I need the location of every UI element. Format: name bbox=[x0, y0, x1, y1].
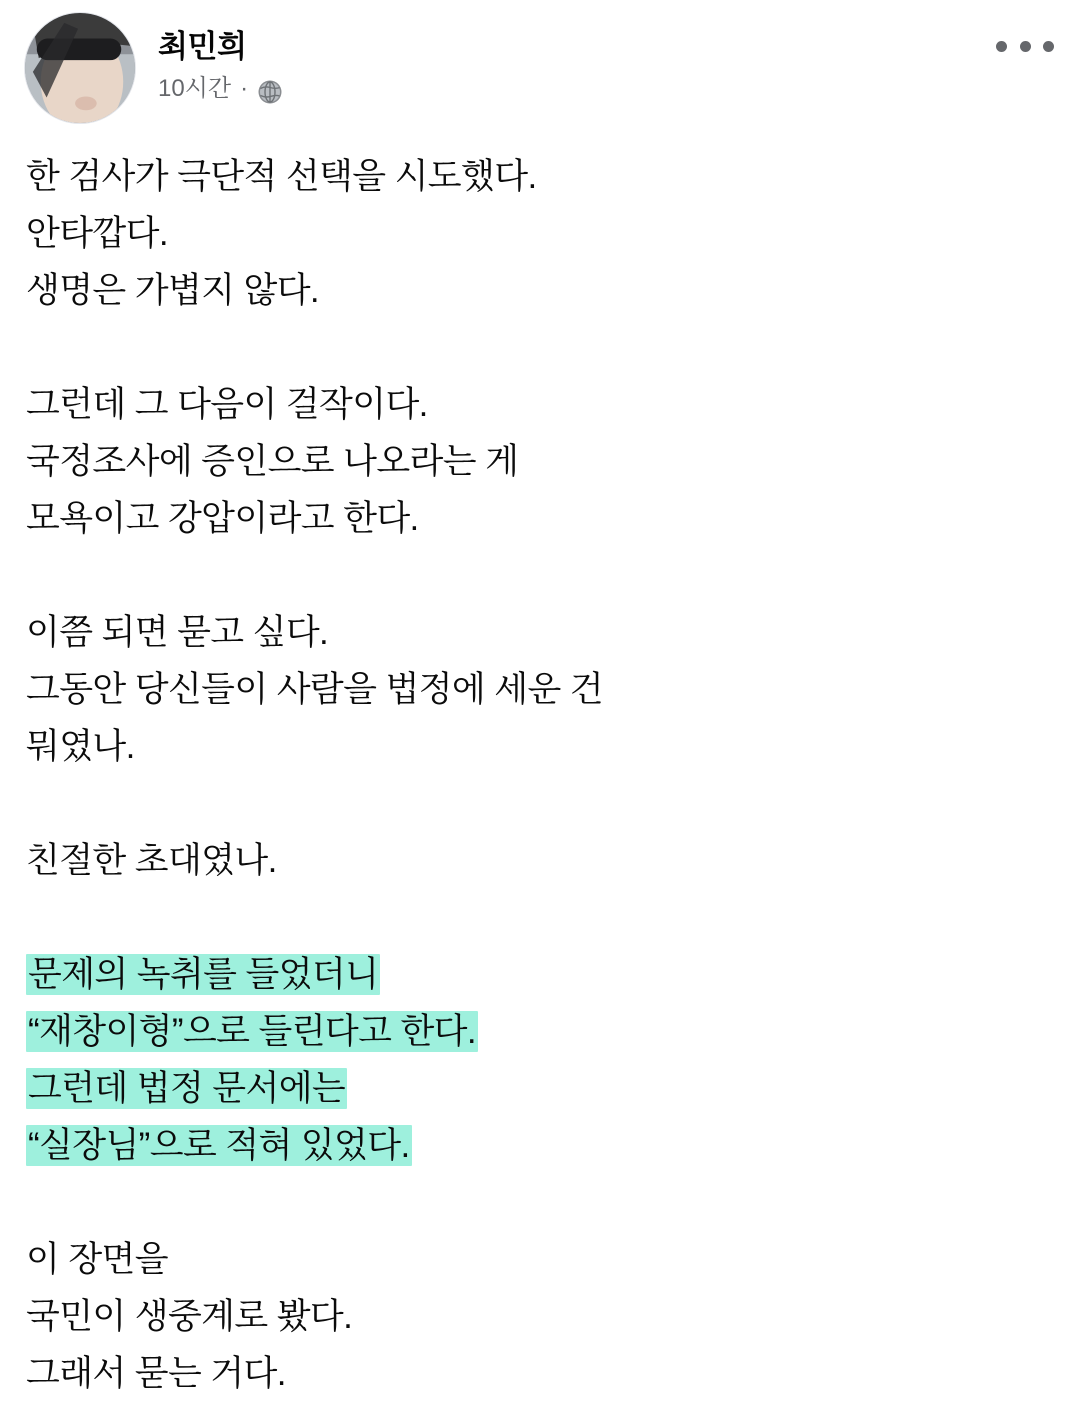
highlighted-text: “재창이형”으로 들린다고 한다. bbox=[28, 1012, 477, 1051]
globe-icon[interactable] bbox=[257, 79, 283, 105]
highlighted-text: “실장님”으로 적혀 있었다. bbox=[28, 1126, 410, 1165]
post-header bbox=[0, 0, 1080, 130]
ellipsis-dot-2 bbox=[1020, 41, 1031, 52]
post-line bbox=[26, 1117, 1054, 1174]
highlighted-text: 그런데 법정 문서에는 bbox=[28, 1069, 346, 1108]
more-options-button[interactable] bbox=[996, 26, 1054, 66]
ellipsis-dot-3 bbox=[1043, 41, 1054, 52]
post-line: 그래서 묻는 거다. bbox=[26, 1354, 286, 1393]
post-line bbox=[26, 1003, 1054, 1060]
post-line: 그런데 그 다음이 걸작이다. bbox=[26, 385, 428, 424]
post-line-blank bbox=[26, 775, 1054, 832]
post-text-body bbox=[0, 130, 1080, 1422]
post-line: 모욕이고 강압이라고 한다. bbox=[26, 499, 419, 538]
post-line: 뭐였나. bbox=[26, 727, 135, 766]
post-line bbox=[26, 946, 1054, 1003]
post-line-blank bbox=[26, 319, 1054, 376]
post-line: 안타깝다. bbox=[26, 214, 168, 253]
post-meta bbox=[158, 75, 283, 104]
post-line: 그동안 당신들이 사람을 법정에 세운 건 bbox=[26, 670, 603, 709]
post-line-blank bbox=[26, 889, 1054, 946]
post-timestamp[interactable]: 10시간 bbox=[158, 75, 232, 103]
post-line bbox=[26, 1060, 1054, 1117]
post-line-blank bbox=[26, 547, 1054, 604]
post-line: 친절한 초대였나. bbox=[26, 841, 277, 880]
avatar[interactable] bbox=[24, 12, 136, 124]
post-line: 이 장면을 bbox=[26, 1240, 168, 1279]
post-line: 국정조사에 증인으로 나오라는 게 bbox=[26, 442, 519, 481]
post-line-blank bbox=[26, 1174, 1054, 1231]
post-line: 국민이 생중계로 봤다. bbox=[26, 1297, 353, 1336]
post-author-block bbox=[158, 12, 283, 104]
meta-separator: · bbox=[240, 75, 249, 103]
post-line: 생명은 가볍지 않다. bbox=[26, 271, 320, 310]
ellipsis-dot-1 bbox=[996, 41, 1007, 52]
author-name[interactable]: 최민희 bbox=[158, 29, 247, 64]
highlighted-text: 문제의 녹취를 들었더니 bbox=[28, 955, 379, 994]
post-line: 이쯤 되면 묻고 싶다. bbox=[26, 613, 329, 652]
post-line: 한 검사가 극단적 선택을 시도했다. bbox=[26, 157, 537, 196]
